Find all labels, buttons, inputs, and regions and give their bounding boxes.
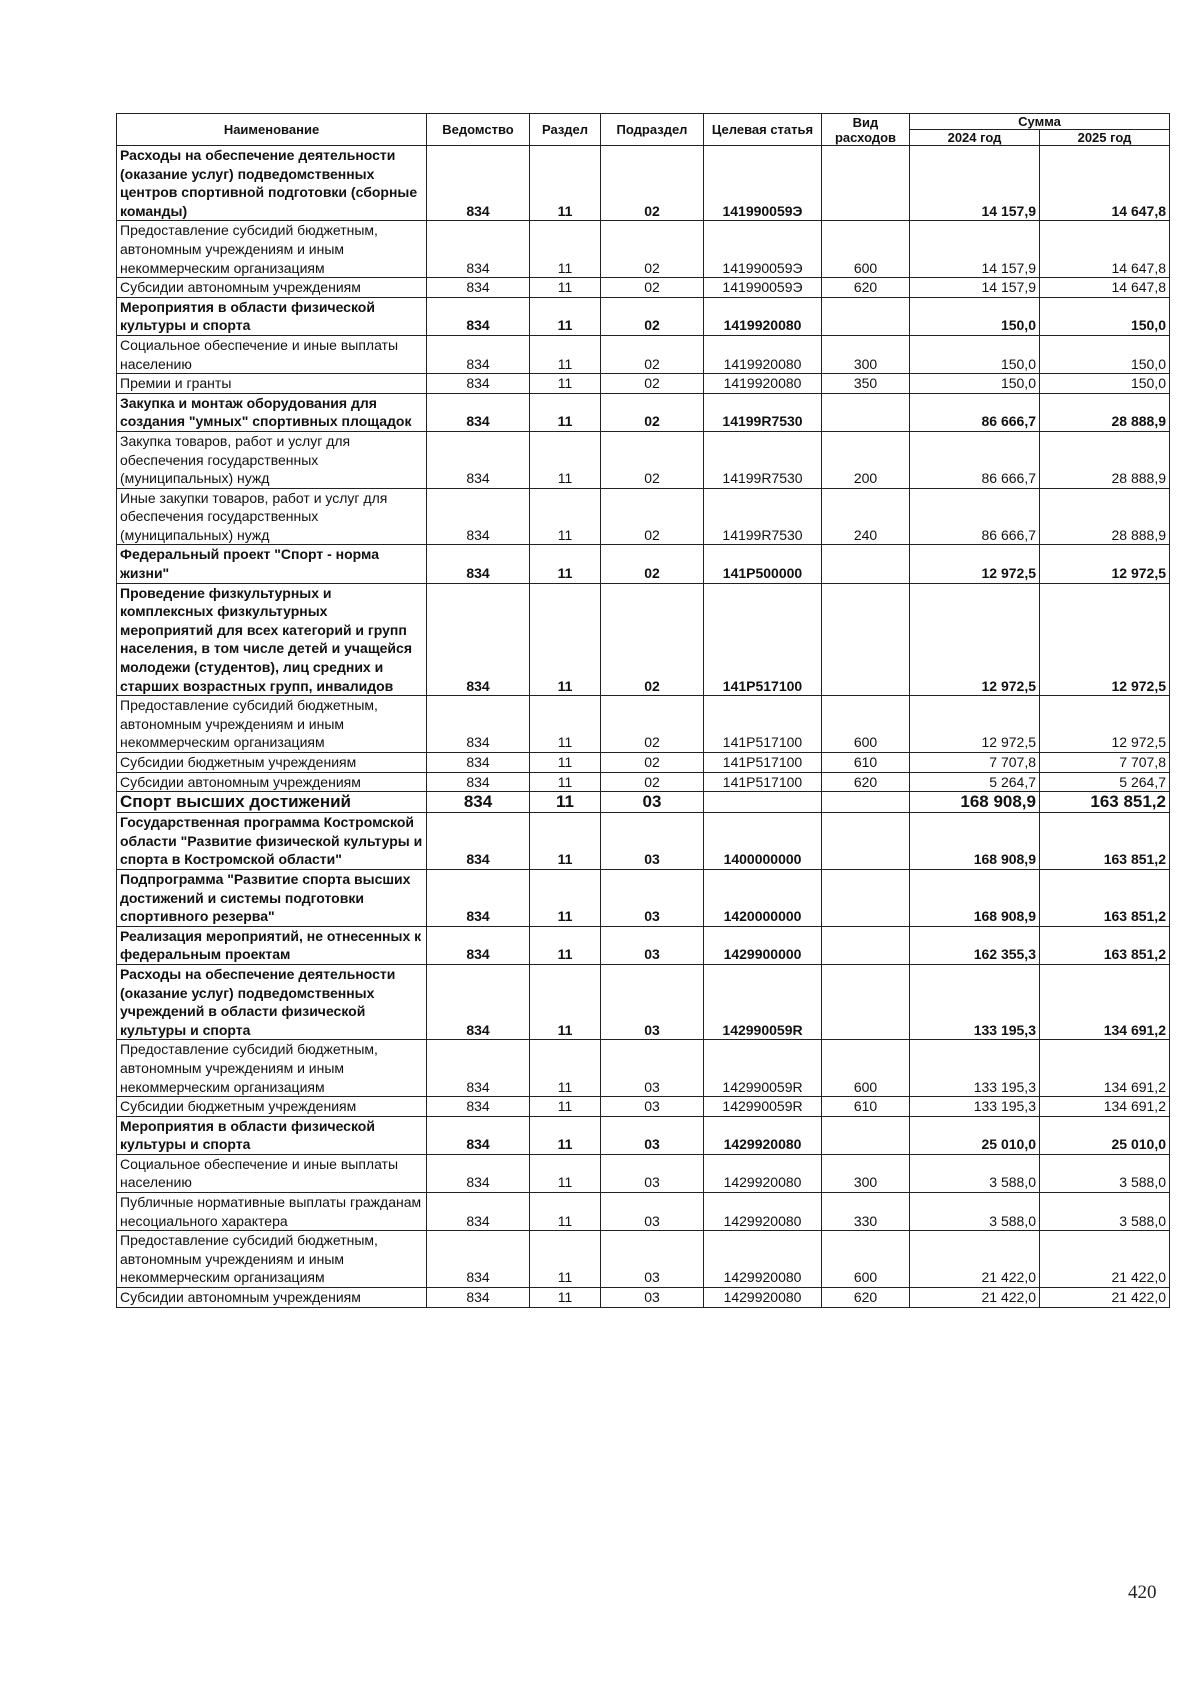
cell-expense-type bbox=[822, 813, 910, 870]
table-body bbox=[117, 146, 1170, 1308]
cell-2025: 7 707,8 bbox=[1040, 753, 1170, 773]
cell-2025: 14 647,8 bbox=[1040, 278, 1170, 298]
table-row bbox=[117, 926, 1170, 964]
cell-2025: 21 422,0 bbox=[1040, 1288, 1170, 1308]
cell-name: Закупка товаров, работ и услуг для обеспечения государственных (муниципальных) нужд bbox=[117, 431, 427, 488]
cell-name: Социальное обеспечение и иные выплаты населению bbox=[117, 335, 427, 373]
header-expense-type: Вид расходов bbox=[822, 114, 910, 146]
cell-section: 11 bbox=[530, 431, 601, 488]
cell-name: Социальное обеспечение и иные выплаты населению bbox=[117, 1154, 427, 1192]
cell-subsection: 02 bbox=[601, 374, 704, 394]
cell-name: Премии и гранты bbox=[117, 374, 427, 394]
cell-subsection: 02 bbox=[601, 696, 704, 753]
header-name: Наименование bbox=[117, 114, 427, 146]
table-row bbox=[117, 488, 1170, 545]
header-2024: 2024 год bbox=[910, 130, 1040, 146]
cell-dept: 834 bbox=[427, 1116, 530, 1154]
cell-expense-type: 600 bbox=[822, 696, 910, 753]
cell-name: Реализация мероприятий, не отнесенных к федеральным проектам bbox=[117, 926, 427, 964]
cell-target: 1419920080 bbox=[704, 297, 822, 335]
cell-section: 11 bbox=[530, 278, 601, 298]
cell-section: 11 bbox=[530, 545, 601, 583]
cell-section: 11 bbox=[530, 374, 601, 394]
cell-2025: 163 851,2 bbox=[1040, 869, 1170, 926]
cell-target: 1429920080 bbox=[704, 1231, 822, 1288]
cell-name: Федеральный проект "Спорт - норма жизни" bbox=[117, 545, 427, 583]
cell-target: 1429920080 bbox=[704, 1193, 822, 1231]
cell-dept: 834 bbox=[427, 753, 530, 773]
cell-2025: 28 888,9 bbox=[1040, 431, 1170, 488]
cell-dept: 834 bbox=[427, 221, 530, 278]
cell-name: Публичные нормативные выплаты гражданам несоциального характера bbox=[117, 1193, 427, 1231]
cell-dept: 834 bbox=[427, 1154, 530, 1192]
cell-name: Мероприятия в области физической культуры и спорта bbox=[117, 1116, 427, 1154]
cell-name: Субсидии автономным учреждениям bbox=[117, 772, 427, 792]
cell-dept: 834 bbox=[427, 964, 530, 1039]
cell-name: Закупка и монтаж оборудования для создания "умных" спортивных площадок bbox=[117, 393, 427, 431]
cell-target: 14199R7530 bbox=[704, 431, 822, 488]
cell-target: 141P517100 bbox=[704, 772, 822, 792]
table-row bbox=[117, 753, 1170, 773]
table-row bbox=[117, 964, 1170, 1039]
table-row bbox=[117, 696, 1170, 753]
header-dept: Ведомство bbox=[427, 114, 530, 146]
cell-expense-type bbox=[822, 792, 910, 813]
cell-name: Предоставление субсидий бюджетным, автономным учреждениям и иным некоммерческим организациям bbox=[117, 1040, 427, 1097]
cell-dept: 834 bbox=[427, 374, 530, 394]
cell-expense-type bbox=[822, 1116, 910, 1154]
cell-dept: 834 bbox=[427, 393, 530, 431]
cell-dept: 834 bbox=[427, 278, 530, 298]
cell-2024: 7 707,8 bbox=[910, 753, 1040, 773]
cell-2024: 14 157,9 bbox=[910, 278, 1040, 298]
cell-name: Иные закупки товаров, работ и услуг для обеспечения государственных (муниципальных) нужд bbox=[117, 488, 427, 545]
table-row bbox=[117, 792, 1170, 813]
cell-expense-type: 620 bbox=[822, 772, 910, 792]
cell-2024: 5 264,7 bbox=[910, 772, 1040, 792]
cell-subsection: 03 bbox=[601, 792, 704, 813]
cell-expense-type bbox=[822, 545, 910, 583]
cell-target: 142990059R bbox=[704, 964, 822, 1039]
cell-subsection: 02 bbox=[601, 545, 704, 583]
cell-expense-type: 620 bbox=[822, 278, 910, 298]
header-sum: Сумма bbox=[910, 114, 1170, 130]
cell-target: 141P517100 bbox=[704, 696, 822, 753]
table-row bbox=[117, 1154, 1170, 1192]
cell-section: 11 bbox=[530, 1231, 601, 1288]
cell-2024: 86 666,7 bbox=[910, 488, 1040, 545]
cell-dept: 834 bbox=[427, 488, 530, 545]
cell-section: 11 bbox=[530, 926, 601, 964]
cell-name: Мероприятия в области физической культуры и спорта bbox=[117, 297, 427, 335]
cell-2025: 12 972,5 bbox=[1040, 696, 1170, 753]
cell-subsection: 02 bbox=[601, 146, 704, 221]
table-row bbox=[117, 545, 1170, 583]
cell-2024: 133 195,3 bbox=[910, 964, 1040, 1039]
cell-dept: 834 bbox=[427, 772, 530, 792]
table-row bbox=[117, 1040, 1170, 1097]
cell-dept: 834 bbox=[427, 1231, 530, 1288]
cell-2024: 150,0 bbox=[910, 335, 1040, 373]
cell-dept: 834 bbox=[427, 792, 530, 813]
cell-subsection: 02 bbox=[601, 488, 704, 545]
cell-target: 14199R7530 bbox=[704, 393, 822, 431]
cell-name: Подпрограмма "Развитие спорта высших достижений и системы подготовки спортивного резерва" bbox=[117, 869, 427, 926]
cell-section: 11 bbox=[530, 1288, 601, 1308]
cell-2025: 150,0 bbox=[1040, 335, 1170, 373]
table-row bbox=[117, 813, 1170, 870]
cell-name: Государственная программа Костромской области "Развитие физической культуры и спорта в Костромской области" bbox=[117, 813, 427, 870]
cell-2025: 3 588,0 bbox=[1040, 1193, 1170, 1231]
cell-subsection: 02 bbox=[601, 753, 704, 773]
cell-section: 11 bbox=[530, 772, 601, 792]
cell-2024: 150,0 bbox=[910, 297, 1040, 335]
cell-dept: 834 bbox=[427, 297, 530, 335]
cell-expense-type bbox=[822, 869, 910, 926]
cell-2024: 3 588,0 bbox=[910, 1154, 1040, 1192]
cell-expense-type: 600 bbox=[822, 1040, 910, 1097]
cell-target: 141P517100 bbox=[704, 753, 822, 773]
cell-2025: 25 010,0 bbox=[1040, 1116, 1170, 1154]
cell-expense-type: 240 bbox=[822, 488, 910, 545]
cell-section: 11 bbox=[530, 1116, 601, 1154]
cell-2025: 21 422,0 bbox=[1040, 1231, 1170, 1288]
cell-expense-type: 300 bbox=[822, 335, 910, 373]
cell-subsection: 03 bbox=[601, 1040, 704, 1097]
cell-name: Предоставление субсидий бюджетным, автономным учреждениям и иным некоммерческим организациям bbox=[117, 696, 427, 753]
cell-2024: 21 422,0 bbox=[910, 1288, 1040, 1308]
cell-target: 1429920080 bbox=[704, 1116, 822, 1154]
cell-dept: 834 bbox=[427, 869, 530, 926]
cell-2025: 28 888,9 bbox=[1040, 488, 1170, 545]
cell-name: Субсидии автономным учреждениям bbox=[117, 278, 427, 298]
cell-2024: 86 666,7 bbox=[910, 393, 1040, 431]
cell-2025: 28 888,9 bbox=[1040, 393, 1170, 431]
cell-subsection: 02 bbox=[601, 393, 704, 431]
cell-expense-type: 350 bbox=[822, 374, 910, 394]
cell-target: 142990059R bbox=[704, 1040, 822, 1097]
cell-expense-type bbox=[822, 583, 910, 696]
header-2025: 2025 год bbox=[1040, 130, 1170, 146]
cell-2025: 163 851,2 bbox=[1040, 792, 1170, 813]
cell-subsection: 03 bbox=[601, 869, 704, 926]
cell-section: 11 bbox=[530, 1193, 601, 1231]
cell-section: 11 bbox=[530, 1154, 601, 1192]
cell-2025: 150,0 bbox=[1040, 374, 1170, 394]
cell-section: 11 bbox=[530, 1097, 601, 1117]
cell-section: 11 bbox=[530, 583, 601, 696]
cell-expense-type bbox=[822, 964, 910, 1039]
cell-target bbox=[704, 792, 822, 813]
cell-dept: 834 bbox=[427, 1193, 530, 1231]
cell-2024: 168 908,9 bbox=[910, 813, 1040, 870]
page-number: 420 bbox=[1128, 1582, 1157, 1603]
cell-target: 1420000000 bbox=[704, 869, 822, 926]
cell-target: 142990059R bbox=[704, 1097, 822, 1117]
cell-2024: 133 195,3 bbox=[910, 1097, 1040, 1117]
cell-name: Субсидии бюджетным учреждениям bbox=[117, 1097, 427, 1117]
cell-2024: 25 010,0 bbox=[910, 1116, 1040, 1154]
cell-2024: 21 422,0 bbox=[910, 1231, 1040, 1288]
cell-section: 11 bbox=[530, 696, 601, 753]
cell-subsection: 02 bbox=[601, 583, 704, 696]
cell-2025: 163 851,2 bbox=[1040, 813, 1170, 870]
cell-2024: 12 972,5 bbox=[910, 583, 1040, 696]
cell-target: 1429900000 bbox=[704, 926, 822, 964]
header-row bbox=[117, 114, 1170, 130]
cell-expense-type: 200 bbox=[822, 431, 910, 488]
cell-target: 1429920080 bbox=[704, 1288, 822, 1308]
cell-section: 11 bbox=[530, 1040, 601, 1097]
cell-2024: 14 157,9 bbox=[910, 221, 1040, 278]
cell-name: Проведение физкультурных и комплексных физкультурных мероприятий для всех категорий и групп населения, в том числе детей и учащейся молодежи (студентов), лиц средних и старших возрастных групп, инвалидов bbox=[117, 583, 427, 696]
table-row bbox=[117, 374, 1170, 394]
cell-subsection: 02 bbox=[601, 772, 704, 792]
cell-section: 11 bbox=[530, 792, 601, 813]
cell-dept: 834 bbox=[427, 1040, 530, 1097]
cell-section: 11 bbox=[530, 297, 601, 335]
budget-table bbox=[116, 113, 1170, 1308]
cell-target: 1419920080 bbox=[704, 374, 822, 394]
cell-name: Расходы на обеспечение деятельности (оказание услуг) подведомственных центров спортивной подготовки (сборные команды) bbox=[117, 146, 427, 221]
cell-expense-type: 610 bbox=[822, 1097, 910, 1117]
cell-dept: 834 bbox=[427, 545, 530, 583]
cell-dept: 834 bbox=[427, 926, 530, 964]
cell-target: 141P517100 bbox=[704, 583, 822, 696]
cell-expense-type: 610 bbox=[822, 753, 910, 773]
header-target: Целевая статья bbox=[704, 114, 822, 146]
cell-2024: 12 972,5 bbox=[910, 696, 1040, 753]
cell-2024: 12 972,5 bbox=[910, 545, 1040, 583]
cell-section: 11 bbox=[530, 869, 601, 926]
cell-expense-type: 620 bbox=[822, 1288, 910, 1308]
table-row bbox=[117, 583, 1170, 696]
cell-2025: 12 972,5 bbox=[1040, 583, 1170, 696]
table-row bbox=[117, 297, 1170, 335]
cell-expense-type bbox=[822, 393, 910, 431]
cell-subsection: 03 bbox=[601, 1116, 704, 1154]
cell-2025: 150,0 bbox=[1040, 297, 1170, 335]
cell-expense-type bbox=[822, 146, 910, 221]
cell-target: 1400000000 bbox=[704, 813, 822, 870]
cell-dept: 834 bbox=[427, 696, 530, 753]
table-row bbox=[117, 335, 1170, 373]
cell-name: Спорт высших достижений bbox=[117, 792, 427, 813]
table-row bbox=[117, 1116, 1170, 1154]
cell-subsection: 02 bbox=[601, 297, 704, 335]
table-row bbox=[117, 1288, 1170, 1308]
cell-2024: 150,0 bbox=[910, 374, 1040, 394]
cell-2024: 168 908,9 bbox=[910, 869, 1040, 926]
cell-2024: 168 908,9 bbox=[910, 792, 1040, 813]
cell-subsection: 03 bbox=[601, 1193, 704, 1231]
cell-section: 11 bbox=[530, 335, 601, 373]
table-row bbox=[117, 1231, 1170, 1288]
cell-2024: 86 666,7 bbox=[910, 431, 1040, 488]
cell-2025: 3 588,0 bbox=[1040, 1154, 1170, 1192]
cell-expense-type: 600 bbox=[822, 1231, 910, 1288]
cell-2024: 162 355,3 bbox=[910, 926, 1040, 964]
cell-dept: 834 bbox=[427, 146, 530, 221]
cell-name: Расходы на обеспечение деятельности (оказание услуг) подведомственных учреждений в области физической культуры и спорта bbox=[117, 964, 427, 1039]
header-section: Раздел bbox=[530, 114, 601, 146]
table-row bbox=[117, 772, 1170, 792]
header-subsection: Подраздел bbox=[601, 114, 704, 146]
cell-2024: 3 588,0 bbox=[910, 1193, 1040, 1231]
cell-target: 141990059Э bbox=[704, 278, 822, 298]
cell-target: 14199R7530 bbox=[704, 488, 822, 545]
cell-subsection: 02 bbox=[601, 221, 704, 278]
cell-subsection: 03 bbox=[601, 1097, 704, 1117]
cell-subsection: 03 bbox=[601, 964, 704, 1039]
cell-section: 11 bbox=[530, 753, 601, 773]
cell-name: Предоставление субсидий бюджетным, автономным учреждениям и иным некоммерческим организациям bbox=[117, 221, 427, 278]
cell-dept: 834 bbox=[427, 583, 530, 696]
table-row bbox=[117, 869, 1170, 926]
cell-2024: 14 157,9 bbox=[910, 146, 1040, 221]
cell-subsection: 03 bbox=[601, 1154, 704, 1192]
table-row bbox=[117, 221, 1170, 278]
table-row bbox=[117, 431, 1170, 488]
cell-target: 1419920080 bbox=[704, 335, 822, 373]
cell-expense-type bbox=[822, 926, 910, 964]
cell-expense-type bbox=[822, 297, 910, 335]
cell-expense-type: 300 bbox=[822, 1154, 910, 1192]
cell-subsection: 03 bbox=[601, 1288, 704, 1308]
table-row bbox=[117, 278, 1170, 298]
cell-section: 11 bbox=[530, 393, 601, 431]
table-row bbox=[117, 1193, 1170, 1231]
table-row bbox=[117, 146, 1170, 221]
cell-target: 141990059Э bbox=[704, 146, 822, 221]
cell-target: 141P500000 bbox=[704, 545, 822, 583]
cell-subsection: 03 bbox=[601, 813, 704, 870]
cell-dept: 834 bbox=[427, 1097, 530, 1117]
cell-section: 11 bbox=[530, 964, 601, 1039]
cell-2025: 14 647,8 bbox=[1040, 146, 1170, 221]
table-row bbox=[117, 1097, 1170, 1117]
cell-subsection: 02 bbox=[601, 431, 704, 488]
cell-section: 11 bbox=[530, 146, 601, 221]
cell-2025: 134 691,2 bbox=[1040, 1040, 1170, 1097]
cell-expense-type: 600 bbox=[822, 221, 910, 278]
cell-2025: 163 851,2 bbox=[1040, 926, 1170, 964]
cell-2025: 134 691,2 bbox=[1040, 1097, 1170, 1117]
cell-expense-type: 330 bbox=[822, 1193, 910, 1231]
cell-subsection: 02 bbox=[601, 335, 704, 373]
cell-2024: 133 195,3 bbox=[910, 1040, 1040, 1097]
cell-section: 11 bbox=[530, 488, 601, 545]
cell-subsection: 03 bbox=[601, 1231, 704, 1288]
cell-dept: 834 bbox=[427, 431, 530, 488]
cell-section: 11 bbox=[530, 813, 601, 870]
cell-name: Субсидии бюджетным учреждениям bbox=[117, 753, 427, 773]
cell-target: 1429920080 bbox=[704, 1154, 822, 1192]
cell-name: Субсидии автономным учреждениям bbox=[117, 1288, 427, 1308]
cell-2025: 14 647,8 bbox=[1040, 221, 1170, 278]
cell-dept: 834 bbox=[427, 813, 530, 870]
cell-section: 11 bbox=[530, 221, 601, 278]
cell-2025: 134 691,2 bbox=[1040, 964, 1170, 1039]
cell-2025: 5 264,7 bbox=[1040, 772, 1170, 792]
cell-subsection: 03 bbox=[601, 926, 704, 964]
cell-dept: 834 bbox=[427, 335, 530, 373]
cell-2025: 12 972,5 bbox=[1040, 545, 1170, 583]
cell-target: 141990059Э bbox=[704, 221, 822, 278]
cell-name: Предоставление субсидий бюджетным, автономным учреждениям и иным некоммерческим организациям bbox=[117, 1231, 427, 1288]
cell-dept: 834 bbox=[427, 1288, 530, 1308]
cell-subsection: 02 bbox=[601, 278, 704, 298]
table-row bbox=[117, 393, 1170, 431]
